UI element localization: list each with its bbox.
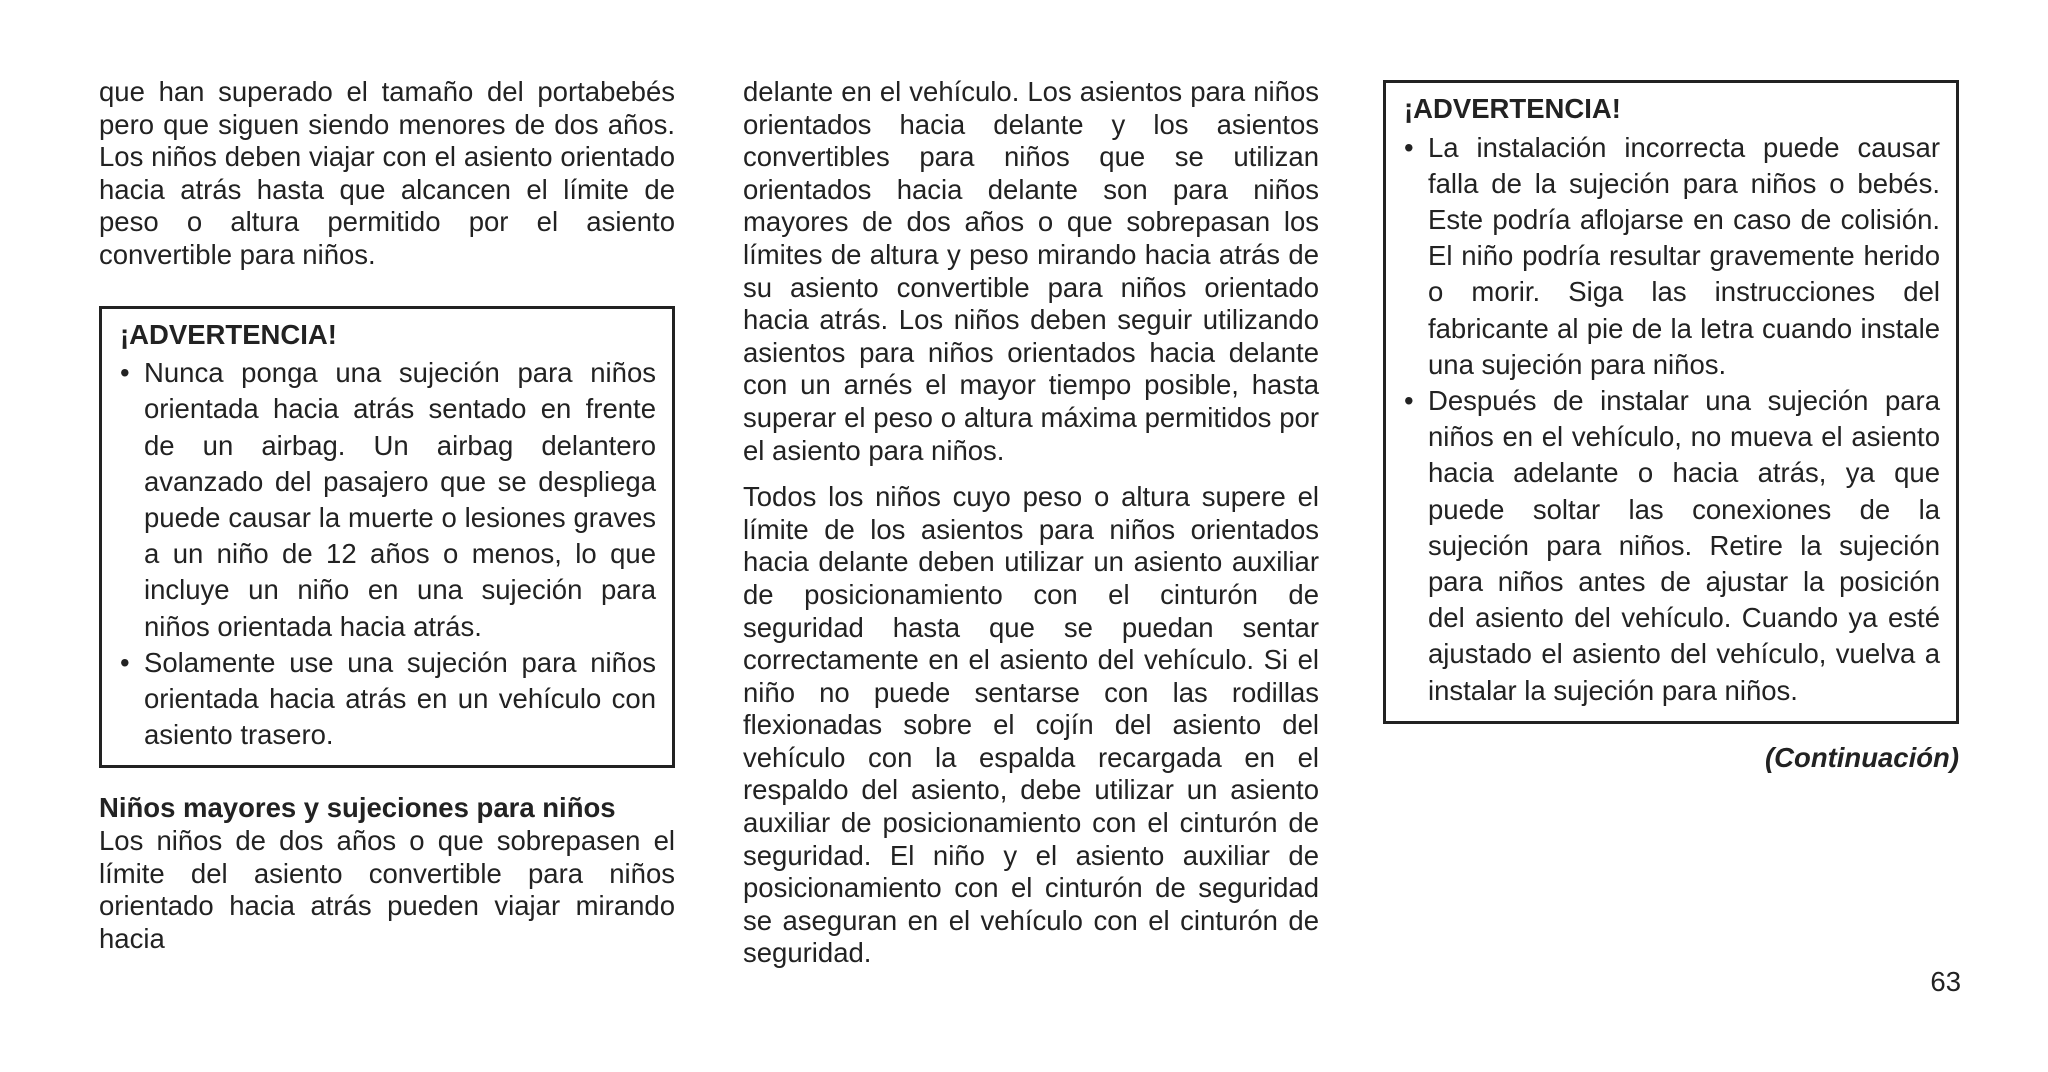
warning-title: ¡ADVERTENCIA! <box>1404 93 1621 124</box>
section-heading: Niños mayores y sujeciones para niños <box>99 792 616 824</box>
column-right <box>1383 80 1959 774</box>
body-paragraph: delante en el vehículo. Los asientos para niños orientados hacia delante y los asientos convertibles para niños que se utilizan orientados hacia delante son para niños mayores de dos años o que sobrepasan los límites de altura y peso mirando hacia atrás de su asiento convertible para niños orientado hacia atrás. Los niños deben seguir utilizando asientos para niños orientados hacia delante con un arnés el mayor tiempo posible, hasta superar el peso o altura máxima permitidos por el asiento para niños. <box>743 76 1319 466</box>
warning-box-left <box>99 306 675 769</box>
column-left <box>99 76 675 955</box>
warning-list <box>1404 130 1940 709</box>
column-middle <box>743 76 1319 970</box>
warning-title: ¡ADVERTENCIA! <box>120 318 337 350</box>
warning-item: • Nunca ponga una sujeción para niños orientada hacia atrás sentado en frente de un airbag. Un airbag delantero avanzado del pasajero que se despliega puede causar la muerte o lesiones graves a un niño de 12 años o menos, lo que incluye un niño en una sujeción para niños orientada hacia atrás. <box>120 355 656 645</box>
intro-paragraph: que han superado el tamaño del portabebés pero que siguen siendo menores de dos años. Los niños deben viajar con el asiento orientado hacia atrás hasta que alcancen el límite de peso o altura permitido por el asiento convertible para niños. <box>99 76 675 270</box>
warning-item: • Solamente use una sujeción para niños orientada hacia atrás en un vehículo con asiento trasero. <box>120 645 656 754</box>
warning-item: • La instalación incorrecta puede causar falla de la sujeción para niños o bebés. Este podría aflojarse en caso de colisión. El niño podría resultar gravemente herido o morir. Siga las instrucciones del fabricante al pie de la letra cuando instale una sujeción para niños. <box>1404 130 1940 383</box>
warning-list <box>120 355 656 753</box>
body-paragraph: Todos los niños cuyo peso o altura supere el límite de los asientos para niños orientados hacia delante deben utilizar un asiento auxiliar de posicionamiento con el cinturón de seguridad hasta que se puedan sentar correctamente en el asiento del vehículo. Si el niño no puede sentarse con las rodillas flexionadas sobre el cojín del asiento del vehículo con la espalda recargada en el respaldo del asiento, debe utilizar un asiento auxiliar de posicionamiento con el cinturón de seguridad. El niño y el asiento auxiliar de posicionamiento con el cinturón de seguridad se aseguran en el vehículo con el cinturón de seguridad. <box>743 481 1319 969</box>
warning-item: • Después de instalar una sujeción para niños en el vehículo, no mueva el asiento hacia adelante o hacia atrás, ya que puede soltar las conexiones de la sujeción para niños. Retire la sujeción para niños antes de ajustar la posición del asiento del vehículo. Cuando ya esté ajustado el asiento del vehículo, vuelva a instalar la sujeción para niños. <box>1404 383 1940 709</box>
page-number: 63 <box>1930 966 1961 997</box>
continuation-label: (Continuación) <box>1765 741 1959 773</box>
warning-box-right <box>1383 80 1959 724</box>
section-paragraph: Los niños de dos años o que sobrepasen el límite del asiento convertible para niños orientado hacia atrás pueden viajar mirando hacia <box>99 824 675 954</box>
